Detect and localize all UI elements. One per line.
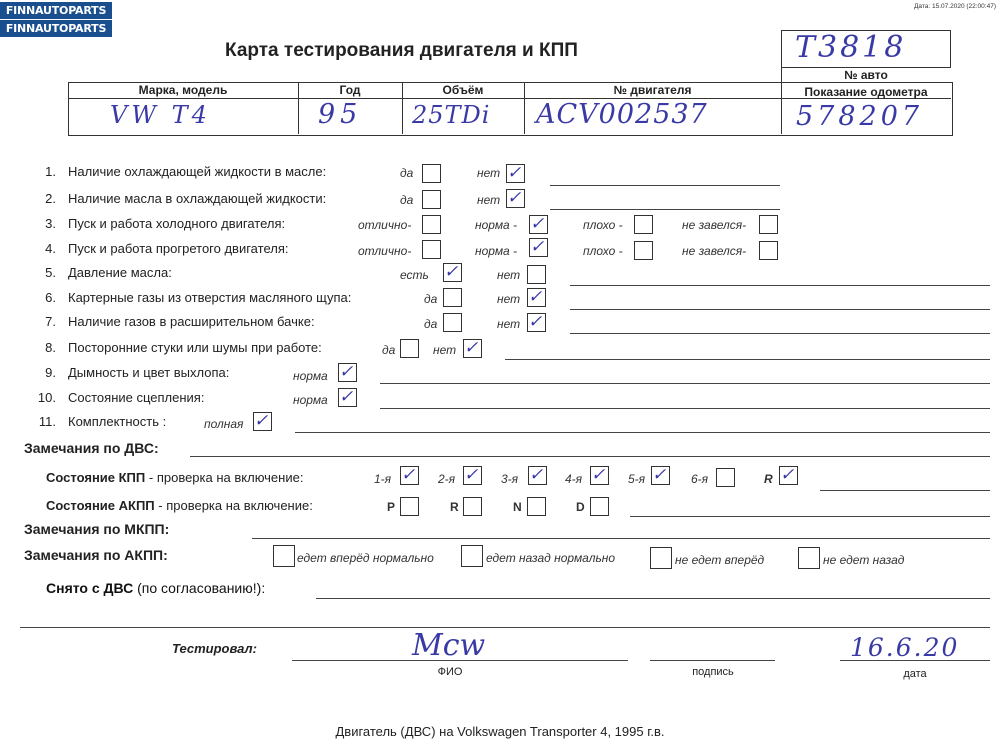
checkbox[interactable] <box>422 215 441 234</box>
check-mark: ✓ <box>780 465 795 485</box>
item-label: Наличие охлаждающей жидкости в масле: <box>68 164 327 179</box>
item-number: 7. <box>45 314 56 329</box>
gear-label: 4-я <box>565 472 583 486</box>
option-label: да <box>424 292 438 306</box>
item-number: 9. <box>45 365 56 380</box>
checkbox[interactable] <box>461 545 483 567</box>
check-mark: ✓ <box>528 312 543 332</box>
check-mark: ✓ <box>507 163 522 183</box>
checkbox-checked[interactable] <box>527 313 546 332</box>
checkbox[interactable] <box>422 190 441 209</box>
check-mark: ✓ <box>530 214 545 234</box>
kpp-label-bold: Состояние КПП <box>46 470 146 485</box>
kpp-label-suffix: - проверка на включение: <box>148 470 304 485</box>
checkbox[interactable] <box>634 241 653 260</box>
remark-line <box>190 456 990 457</box>
item-number: 2. <box>45 191 56 206</box>
date-label: дата <box>903 668 927 680</box>
image-caption: Двигатель (ДВС) на Volkswagen Transporter 4, 1995 г.в. <box>335 724 665 739</box>
remark-line <box>505 359 990 360</box>
checkbox[interactable] <box>634 215 653 234</box>
option-label: отлично- <box>358 244 412 258</box>
checkbox-checked[interactable] <box>253 412 272 431</box>
checkbox-checked[interactable] <box>529 215 548 234</box>
checkbox[interactable] <box>759 215 778 234</box>
remark-line <box>550 185 780 186</box>
option-label: нет <box>497 317 521 331</box>
checkbox-checked[interactable] <box>529 238 548 257</box>
option-label: норма - <box>475 244 518 258</box>
checkbox[interactable] <box>716 468 735 487</box>
check-mark: ✓ <box>401 465 416 485</box>
remark-line <box>550 209 780 210</box>
check-mark: ✓ <box>254 411 269 431</box>
remark-line <box>295 432 990 433</box>
date-value: 16.6.20 <box>850 633 960 662</box>
checkbox[interactable] <box>798 547 820 569</box>
item-label: Комплектность : <box>68 414 167 429</box>
item-label: Картерные газы из отверстия масляного щупа: <box>68 290 352 305</box>
akpp-label-suffix: - проверка на включение: <box>158 498 313 513</box>
removed-label <box>46 580 265 596</box>
checkbox[interactable] <box>273 545 295 567</box>
option-label: не завелся- <box>682 218 747 232</box>
remark-line <box>570 285 990 286</box>
auto-label: № авто <box>844 68 888 82</box>
option-label: полная <box>204 417 244 431</box>
remark-line <box>820 490 990 491</box>
akpp-label-bold: Состояние АКПП <box>46 498 155 513</box>
checkbox-checked[interactable] <box>528 466 547 485</box>
item-number: 1. <box>45 164 56 179</box>
page-title: Карта тестирования двигателя и КПП <box>225 40 578 61</box>
engine-no-value: ACV002537 <box>536 99 708 130</box>
option-label: да <box>424 317 438 331</box>
check-mark: ✓ <box>444 262 459 282</box>
checkbox[interactable] <box>422 240 441 259</box>
logo: FINNAUTOPARTS <box>0 2 112 19</box>
item-number: 8. <box>45 340 56 355</box>
signature-line <box>650 660 775 661</box>
col-volume: Объём <box>442 83 484 97</box>
check-mark: ✓ <box>530 237 545 257</box>
remark-line <box>570 333 990 334</box>
checkbox-checked[interactable] <box>463 466 482 485</box>
col-odometer: Показание одометра <box>804 85 928 99</box>
removed-label-colon: : <box>261 580 266 596</box>
gear-label: R <box>764 472 773 486</box>
gear-label: R <box>450 500 459 514</box>
option-label: едет назад нормально <box>486 551 616 565</box>
removed-label-bold: Снято с ДВС <box>46 580 134 596</box>
option-label: нет <box>497 292 521 306</box>
option-label: не едет назад <box>823 553 905 567</box>
option-label: норма <box>293 369 328 383</box>
gear-label: 3-я <box>501 472 519 486</box>
option-label: да <box>400 166 414 180</box>
option-label: да <box>400 193 414 207</box>
checkbox[interactable] <box>422 164 441 183</box>
checkbox-checked[interactable] <box>443 263 462 282</box>
check-mark: ✓ <box>528 287 543 307</box>
check-mark: ✓ <box>591 465 606 485</box>
checkbox[interactable] <box>590 497 609 516</box>
gear-label: 1-я <box>374 472 392 486</box>
option-label: норма - <box>475 218 518 232</box>
option-label: нет <box>497 268 521 282</box>
checkbox[interactable] <box>527 265 546 284</box>
logo-secondary: FINNAUTOPARTS <box>0 20 112 37</box>
check-mark: ✓ <box>339 387 354 407</box>
checkbox[interactable] <box>650 547 672 569</box>
checkbox[interactable] <box>400 497 419 516</box>
option-label: не завелся- <box>682 244 747 258</box>
check-mark: ✓ <box>464 338 479 358</box>
checkbox-checked[interactable] <box>651 466 670 485</box>
option-label: плохо - <box>583 218 623 232</box>
option-label: нет <box>477 166 501 180</box>
item-label: Посторонние стуки или шумы при работе: <box>68 340 322 355</box>
gear-label: 5-я <box>628 472 646 486</box>
checkbox[interactable] <box>527 497 546 516</box>
checkbox-checked[interactable] <box>590 466 609 485</box>
signature: Mcw <box>412 628 486 663</box>
item-label: Наличие масла в охлаждающей жидкости: <box>68 191 327 206</box>
checkbox-checked[interactable] <box>506 189 525 208</box>
akpp-remarks-label: Замечания по АКПП: <box>24 547 168 563</box>
checkbox-checked[interactable] <box>779 466 798 485</box>
gear-label: D <box>576 500 585 514</box>
option-label: нет <box>477 193 501 207</box>
tested-by-label: Тестировал: <box>172 641 257 656</box>
check-mark: ✓ <box>529 465 544 485</box>
gear-label: 2-я <box>438 472 456 486</box>
checkbox[interactable] <box>400 339 419 358</box>
card-number: T3818 <box>795 30 907 65</box>
remark-line <box>20 627 990 628</box>
item-label: Наличие газов в расширительном бачке: <box>68 314 315 329</box>
option-label: не едет вперёд <box>675 553 765 567</box>
signature-label: подпись <box>692 666 734 678</box>
remark-line <box>380 383 990 384</box>
col-year: Год <box>339 83 361 97</box>
gear-label: 6-я <box>691 472 709 486</box>
gear-label: N <box>513 500 522 514</box>
checkbox[interactable] <box>443 288 462 307</box>
item-number: 4. <box>45 241 56 256</box>
volume-value: 25TDi <box>412 101 491 129</box>
item-number: 11. <box>38 414 56 429</box>
fio-label: ФИО <box>437 666 463 678</box>
checkbox-checked[interactable] <box>463 339 482 358</box>
remark-line <box>570 309 990 310</box>
item-number: 10. <box>37 390 56 405</box>
item-number: 5. <box>45 265 56 280</box>
option-label: да <box>382 343 396 357</box>
dvs-remarks-label: Замечания по ДВС: <box>24 440 159 456</box>
col-divider <box>781 66 782 134</box>
option-label: отлично- <box>358 218 412 232</box>
checkbox[interactable] <box>463 497 482 516</box>
checkbox[interactable] <box>443 313 462 332</box>
gear-label: P <box>387 500 396 514</box>
akpp-label <box>46 498 313 513</box>
remark-line <box>630 516 990 517</box>
remark-line <box>316 598 990 599</box>
checkbox-checked[interactable] <box>506 164 525 183</box>
item-label: Дымность и цвет выхлопа: <box>68 365 230 380</box>
option-label: едет вперёд нормально <box>297 551 434 565</box>
odometer-value: 578207 <box>796 101 924 132</box>
checkbox-checked[interactable] <box>338 363 357 382</box>
removed-label-paren: (по согласованию!) <box>133 580 262 596</box>
check-mark: ✓ <box>339 362 354 382</box>
option-label: норма <box>293 393 328 407</box>
checkbox[interactable] <box>759 241 778 260</box>
item-number: 6. <box>45 290 56 305</box>
check-mark: ✓ <box>507 188 522 208</box>
option-label: нет <box>433 343 457 357</box>
kpp-label <box>46 470 303 485</box>
item-label: Давление масла: <box>68 265 172 280</box>
mkpp-remarks-label: Замечания по МКПП: <box>24 521 170 537</box>
item-label: Пуск и работа холодного двигателя: <box>68 216 286 231</box>
checkbox-checked[interactable] <box>527 288 546 307</box>
col-model: Марка, модель <box>138 83 228 97</box>
check-mark: ✓ <box>652 465 667 485</box>
checkbox-checked[interactable] <box>400 466 419 485</box>
remark-line <box>380 408 990 409</box>
item-number: 3. <box>45 216 56 231</box>
remark-line <box>252 538 990 539</box>
col-engine-no: № двигателя <box>613 83 692 97</box>
item-label: Состояние сцепления: <box>68 390 205 405</box>
option-label: есть <box>400 268 429 282</box>
checkbox-checked[interactable] <box>338 388 357 407</box>
model-value: VW T4 <box>110 101 211 129</box>
check-mark: ✓ <box>464 465 479 485</box>
item-label: Пуск и работа прогретого двигателя: <box>68 241 289 256</box>
option-label: плохо - <box>583 244 623 258</box>
year-value: 95 <box>318 99 363 130</box>
datestamp: Дата: 15.07.2020 (22:00:47) <box>914 3 996 10</box>
